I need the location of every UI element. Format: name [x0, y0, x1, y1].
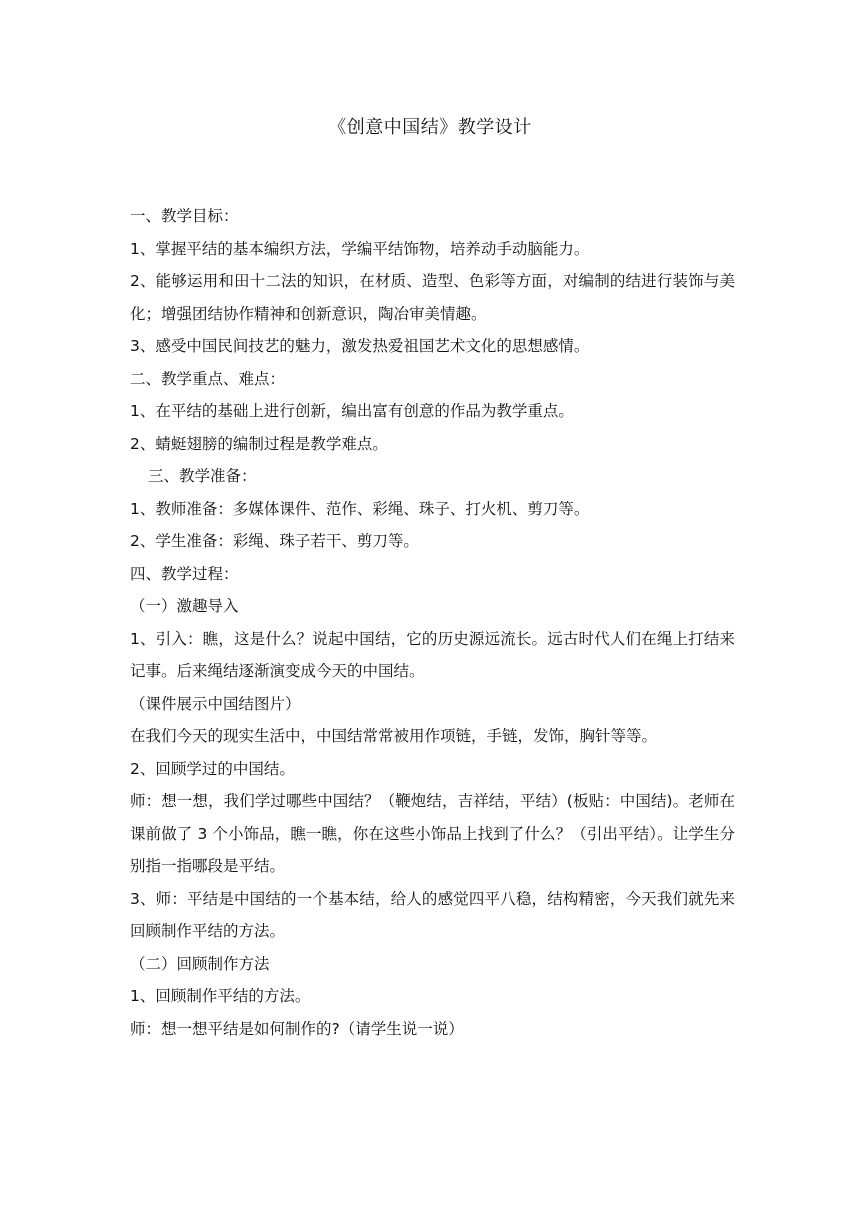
process-paragraph-1: 1、引入：瞧，这是什么？说起中国结，它的历史源远流长。远古时代人们在绳上打结来记事。后来绳结逐渐演变成今天的中国结。: [130, 629, 735, 680]
preparation-2: 2、学生准备：彩绳、珠子若干、剪刀等。: [130, 532, 419, 550]
document-body: [130, 200, 735, 1045]
section-heading-preparation: 三、教学准备：: [148, 467, 257, 485]
process-paragraph-3: 在我们今天的现实生活中，中国结常常被用作项链，手链，发饰，胸针等等。: [130, 727, 658, 745]
section-heading-process: 四、教学过程：: [130, 564, 239, 583]
process-paragraph-5: 师：想一想，我们学过哪些中国结？（鞭炮结，吉祥结，平结）(板贴：中国结)。老师在课前做了 3 个小饰品，瞧一瞧，你在这些小饰品上找到了什么？（引出平结）。让学生分别指一指哪段是平结。: [130, 792, 735, 875]
preparation-1: 1、教师准备：多媒体课件、范作、彩绳、珠子、打火机、剪刀等。: [130, 499, 590, 518]
subsection-heading-review: （二）回顾制作方法: [130, 954, 270, 973]
process-paragraph-4: 2、回顾学过的中国结。: [130, 759, 295, 778]
objective-3: 3、感受中国民间技艺的魅力，激发热爱祖国艺术文化的思想感情。: [130, 337, 590, 355]
objective-1: 1、掌握平结的基本编织方法，学编平结饰物，培养动手动脑能力。: [130, 239, 590, 258]
key-point-2: 2、蜻蜓翅膀的编制过程是教学难点。: [130, 434, 388, 453]
process-paragraph-6: 3、师：平结是中国结的一个基本结，给人的感觉四平八稳，结构精密，今天我们就先来回顾制作平结的方法。: [130, 889, 735, 940]
section-heading-objectives: 一、教学目标：: [130, 207, 239, 225]
process-paragraph-2: （课件展示中国结图片）: [130, 694, 301, 713]
section-heading-key-points: 二、教学重点、难点：: [130, 369, 286, 388]
review-paragraph-2: 师：想一想平结是如何制作的?（请学生说一说）: [130, 1019, 464, 1038]
document-title: 《创意中国结》教学设计: [328, 117, 532, 138]
key-point-1: 1、在平结的基础上进行创新，编出富有创意的作品为教学重点。: [130, 402, 574, 420]
review-paragraph-1: 1、回顾制作平结的方法。: [130, 987, 311, 1005]
subsection-heading-intro: （一）激趣导入: [130, 597, 239, 615]
objective-2: 2、能够运用和田十二法的知识，在材质、造型、色彩等方面，对编制的结进行装饰与美化；增强团结协作精神和创新意识，陶冶审美情趣。: [130, 272, 735, 323]
